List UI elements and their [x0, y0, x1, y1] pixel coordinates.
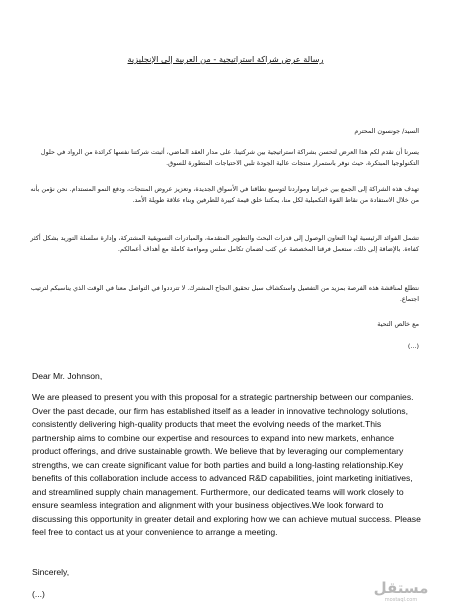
- arabic-paragraph-1: يسرنا أن نقدم لكم هذا العرض لتحسن بشراكة استراتيجية بين شركتينا. على مدار العقد الماضي، أثبتت شركتنا نفسها كرائدة من الرواد في حلول التكنولوجيا المبتكرة، حيث نوفر باستمرار منتجات عالية الجودة تلبي الاحتياجات المتطورة للسوق.: [40, 148, 419, 167]
- watermark-logo: مستقل: [373, 579, 429, 597]
- arabic-signature: (...): [407, 342, 419, 350]
- arabic-paragraph-4: نتطلع لمناقشة هذه الفرصة بمزيد من التفصيل واستكشاف سبل تحقيق النجاح المشترك. لا تترددوا في التواصل معنا في الوقت الذي يناسبكم لترتيب اجتماع.: [30, 284, 419, 303]
- english-body: We are pleased to present you with this proposal for a strategic partnership between our companies. Over the past decade, our firm has established itself as a leader in innovative technology solutions, consistently delivering high-quality products that meet the evolving needs of the market.This partnership aims to combine our expertise and resources to expand into new markets, enhance product offerings, and drive sustainable growth. We believe that by leveraging our complementary strengths, we can create significant value for both parties and build a long-lasting relationship.Key benefits of this collaboration include access to advanced R&D capabilities, joint marketing initiatives, and streamlined supply chain management. Furthermore, our dedicated teams will work closely to ensure seamless integration and alignment with your business objectives.We look forward to discussing this opportunity in greater detail and exploring how we can achieve mutual success. Please feel free to contact us at your convenience to arrange a meeting.: [32, 392, 421, 537]
- english-closing: Sincerely,: [32, 567, 70, 577]
- arabic-paragraph-2: تهدف هذه الشراكة إلى الجمع بين خبراتنا ومواردنا لتوسيع نطاقنا في الأسواق الجديدة، وتعزيز عروض المنتجات، ودفع النمو المستدام. نحن نؤمن بأنه من خلال الاستفادة من نقاط القوة التكميلية لكل منا، يمكننا خلق قيمة كبيرة للطرفين وبناء علاقة طويلة الأمد.: [30, 185, 419, 204]
- english-salutation: Dear Mr. Johnson,: [32, 371, 103, 381]
- arabic-salutation: السيد/ جونسون المحترم: [354, 127, 419, 135]
- arabic-closing: مع خالص التحية: [377, 320, 419, 328]
- arabic-paragraph-3: تشمل الفوائد الرئيسية لهذا التعاون الوصول إلى قدرات البحث والتطوير المتقدمة، والمبادرات التسويقية المشتركة، وإدارة سلسلة التوريد بشكل أكثر كفاءة. بالإضافة إلى ذلك، ستعمل فرقنا المخصصة عن كثب لضمان تكامل سلس ومواءمة كاملة مع أهداف أعمالكم.: [30, 234, 419, 253]
- english-signature: (...): [32, 589, 45, 599]
- mostaql-watermark: [369, 579, 433, 607]
- document-title: رسالة عرض شراكة استراتيجية - من العربية إلى الإنجليزية: [127, 54, 324, 64]
- watermark-url: mostaql.com: [384, 597, 418, 603]
